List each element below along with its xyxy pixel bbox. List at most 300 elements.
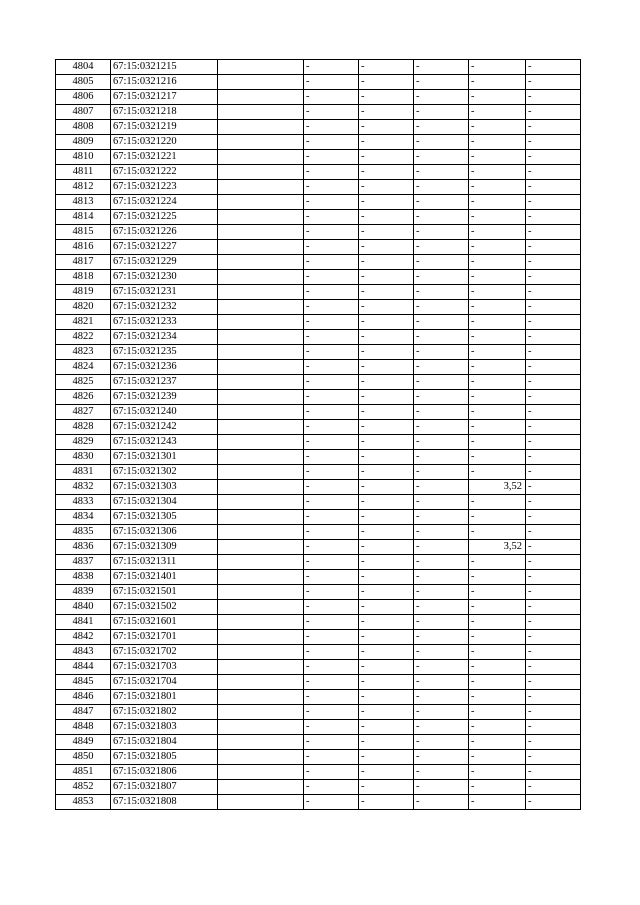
table-row (56, 510, 581, 525)
value-cell: - (304, 360, 359, 375)
table-row (56, 390, 581, 405)
cadastral-number: 67:15:0321701 (111, 630, 218, 645)
value-cell: - (526, 120, 581, 135)
value-cell: - (359, 285, 414, 300)
empty-cell (218, 375, 304, 390)
value-cell: - (359, 420, 414, 435)
row-number: 4850 (56, 750, 111, 765)
value-cell: - (526, 435, 581, 450)
cadastral-number: 67:15:0321218 (111, 105, 218, 120)
table-row (56, 90, 581, 105)
cadastral-number: 67:15:0321302 (111, 465, 218, 480)
value-cell: - (414, 375, 469, 390)
value-cell: - (414, 90, 469, 105)
value-cell: - (304, 105, 359, 120)
value-cell: - (304, 645, 359, 660)
value-cell: - (304, 660, 359, 675)
value-cell: - (469, 435, 526, 450)
empty-cell (218, 660, 304, 675)
cadastral-number: 67:15:0321233 (111, 315, 218, 330)
value-cell: - (469, 405, 526, 420)
value-cell: - (469, 150, 526, 165)
value-cell: - (304, 570, 359, 585)
value-cell: - (304, 480, 359, 495)
value-cell: - (414, 555, 469, 570)
cadastral-number: 67:15:0321237 (111, 375, 218, 390)
value-cell: - (469, 630, 526, 645)
row-number: 4822 (56, 330, 111, 345)
value-cell: - (359, 165, 414, 180)
cadastral-number: 67:15:0321704 (111, 675, 218, 690)
table-body (56, 60, 581, 810)
value-cell: - (359, 345, 414, 360)
table-row (56, 375, 581, 390)
row-number: 4825 (56, 375, 111, 390)
value-cell: - (304, 180, 359, 195)
value-cell: - (359, 465, 414, 480)
value-cell: - (469, 765, 526, 780)
value-cell: - (469, 705, 526, 720)
value-cell: - (414, 390, 469, 405)
empty-cell (218, 180, 304, 195)
row-number: 4846 (56, 690, 111, 705)
value-cell: - (469, 555, 526, 570)
cadastral-number: 67:15:0321215 (111, 60, 218, 75)
cadastral-number: 67:15:0321225 (111, 210, 218, 225)
value-cell: - (359, 765, 414, 780)
cadastral-number: 67:15:0321242 (111, 420, 218, 435)
cadastral-number: 67:15:0321303 (111, 480, 218, 495)
empty-cell (218, 300, 304, 315)
table-row (56, 420, 581, 435)
row-number: 4853 (56, 795, 111, 810)
empty-cell (218, 405, 304, 420)
cadastral-number: 67:15:0321806 (111, 765, 218, 780)
value-cell: - (469, 375, 526, 390)
value-cell: - (304, 600, 359, 615)
value-cell: - (469, 330, 526, 345)
table-row (56, 255, 581, 270)
empty-cell (218, 195, 304, 210)
value-cell: - (414, 315, 469, 330)
row-number: 4811 (56, 165, 111, 180)
empty-cell (218, 525, 304, 540)
value-cell: - (359, 540, 414, 555)
table-row (56, 615, 581, 630)
row-number: 4826 (56, 390, 111, 405)
value-cell: - (469, 570, 526, 585)
empty-cell (218, 765, 304, 780)
value-cell: - (359, 270, 414, 285)
value-cell: - (526, 315, 581, 330)
value-cell: - (359, 750, 414, 765)
table-row (56, 675, 581, 690)
table-row (56, 315, 581, 330)
value-cell: - (469, 60, 526, 75)
value-cell: - (526, 795, 581, 810)
value-cell: - (304, 780, 359, 795)
table-row (56, 750, 581, 765)
cadastral-number: 67:15:0321243 (111, 435, 218, 450)
value-cell: - (469, 195, 526, 210)
value-cell: - (304, 705, 359, 720)
value-cell: - (359, 225, 414, 240)
value-cell: - (469, 75, 526, 90)
empty-cell (218, 435, 304, 450)
value-cell: - (359, 630, 414, 645)
cadastral-number: 67:15:0321304 (111, 495, 218, 510)
cadastral-number: 67:15:0321305 (111, 510, 218, 525)
table-row (56, 240, 581, 255)
empty-cell (218, 150, 304, 165)
value-cell: - (526, 150, 581, 165)
value-cell: - (526, 600, 581, 615)
value-cell: - (414, 285, 469, 300)
table-row (56, 180, 581, 195)
table-row (56, 525, 581, 540)
empty-cell (218, 60, 304, 75)
value-cell: - (414, 165, 469, 180)
value-cell: - (414, 495, 469, 510)
row-number: 4820 (56, 300, 111, 315)
value-cell: - (526, 390, 581, 405)
value-cell: - (359, 720, 414, 735)
table-row (56, 120, 581, 135)
value-cell: - (414, 570, 469, 585)
value-cell: - (359, 330, 414, 345)
value-cell: - (526, 675, 581, 690)
row-number: 4832 (56, 480, 111, 495)
value-cell: - (359, 735, 414, 750)
table-row (56, 555, 581, 570)
value-cell: - (469, 585, 526, 600)
table-row (56, 195, 581, 210)
value-cell: - (414, 105, 469, 120)
value-cell: - (526, 255, 581, 270)
value-cell: - (304, 450, 359, 465)
value-cell: - (359, 90, 414, 105)
cadastral-number: 67:15:0321805 (111, 750, 218, 765)
empty-cell (218, 165, 304, 180)
value-cell: - (359, 210, 414, 225)
cadastral-number: 67:15:0321240 (111, 405, 218, 420)
value-cell: - (526, 720, 581, 735)
value-cell: - (469, 135, 526, 150)
value-cell: - (414, 345, 469, 360)
table-row (56, 540, 581, 555)
register-table (55, 59, 581, 810)
value-cell: - (414, 705, 469, 720)
value-cell: - (469, 210, 526, 225)
value-cell: - (359, 240, 414, 255)
table-row (56, 210, 581, 225)
empty-cell (218, 360, 304, 375)
value-cell: - (359, 795, 414, 810)
value-cell: - (469, 120, 526, 135)
row-number: 4813 (56, 195, 111, 210)
value-cell: - (414, 270, 469, 285)
value-cell: - (304, 765, 359, 780)
value-cell: - (414, 120, 469, 135)
cadastral-number: 67:15:0321501 (111, 585, 218, 600)
row-number: 4840 (56, 600, 111, 615)
value-cell: - (526, 525, 581, 540)
empty-cell (218, 540, 304, 555)
table-row (56, 570, 581, 585)
value-cell: - (469, 510, 526, 525)
empty-cell (218, 120, 304, 135)
value-cell: - (304, 720, 359, 735)
empty-cell (218, 570, 304, 585)
value-cell: - (304, 495, 359, 510)
value-cell: - (304, 270, 359, 285)
value-cell: - (304, 60, 359, 75)
table-row (56, 165, 581, 180)
row-number: 4837 (56, 555, 111, 570)
value-cell: - (414, 690, 469, 705)
value-cell: - (304, 510, 359, 525)
empty-cell (218, 225, 304, 240)
table-row (56, 630, 581, 645)
value-cell: - (414, 675, 469, 690)
row-number: 4823 (56, 345, 111, 360)
value-cell: - (414, 735, 469, 750)
value-cell: - (304, 90, 359, 105)
value-cell: - (414, 225, 469, 240)
value-cell: - (469, 645, 526, 660)
value-cell: - (526, 780, 581, 795)
table-row (56, 735, 581, 750)
row-number: 4845 (56, 675, 111, 690)
value-cell: - (359, 60, 414, 75)
value-cell: - (414, 480, 469, 495)
cadastral-number: 67:15:0321306 (111, 525, 218, 540)
row-number: 4818 (56, 270, 111, 285)
empty-cell (218, 450, 304, 465)
table-row (56, 60, 581, 75)
value-cell: - (414, 750, 469, 765)
cadastral-number: 67:15:0321223 (111, 180, 218, 195)
empty-cell (218, 75, 304, 90)
table-row (56, 285, 581, 300)
value-cell: - (469, 285, 526, 300)
value-cell: - (469, 750, 526, 765)
value-cell: - (414, 405, 469, 420)
value-cell: - (414, 210, 469, 225)
empty-cell (218, 345, 304, 360)
value-cell: - (359, 255, 414, 270)
value-cell: - (359, 375, 414, 390)
cadastral-number: 67:15:0321236 (111, 360, 218, 375)
value-cell: - (414, 600, 469, 615)
value-cell: - (469, 465, 526, 480)
value-cell: - (526, 300, 581, 315)
value-cell: - (469, 255, 526, 270)
cadastral-number: 67:15:0321234 (111, 330, 218, 345)
value-cell: - (469, 270, 526, 285)
value-cell: - (304, 345, 359, 360)
value-cell: - (359, 195, 414, 210)
cadastral-number: 67:15:0321301 (111, 450, 218, 465)
value-cell: - (304, 315, 359, 330)
value-cell: - (469, 240, 526, 255)
empty-cell (218, 630, 304, 645)
table-row (56, 135, 581, 150)
value-cell: - (304, 750, 359, 765)
empty-cell (218, 645, 304, 660)
value-cell: - (359, 435, 414, 450)
value-cell: - (414, 465, 469, 480)
empty-cell (218, 495, 304, 510)
value-cell: - (526, 105, 581, 120)
cadastral-number: 67:15:0321502 (111, 600, 218, 615)
row-number: 4833 (56, 495, 111, 510)
cadastral-number: 67:15:0321808 (111, 795, 218, 810)
cadastral-number: 67:15:0321230 (111, 270, 218, 285)
cadastral-number: 67:15:0321232 (111, 300, 218, 315)
empty-cell (218, 330, 304, 345)
table-row (56, 795, 581, 810)
cadastral-number: 67:15:0321224 (111, 195, 218, 210)
value-cell: - (469, 420, 526, 435)
row-number: 4809 (56, 135, 111, 150)
row-number: 4808 (56, 120, 111, 135)
value-cell: - (304, 225, 359, 240)
value-cell: - (526, 480, 581, 495)
value-cell: - (304, 135, 359, 150)
value-cell: - (359, 480, 414, 495)
value-cell: - (526, 165, 581, 180)
table-row (56, 600, 581, 615)
value-cell: - (526, 450, 581, 465)
value-cell: - (469, 600, 526, 615)
value-cell: - (469, 720, 526, 735)
cadastral-number: 67:15:0321703 (111, 660, 218, 675)
value-cell: - (359, 690, 414, 705)
value-cell: - (469, 675, 526, 690)
value-cell: - (304, 630, 359, 645)
cadastral-number: 67:15:0321229 (111, 255, 218, 270)
value-cell: - (526, 585, 581, 600)
value-cell: - (469, 795, 526, 810)
value-cell: - (304, 420, 359, 435)
value-cell: - (359, 390, 414, 405)
value-cell: - (304, 75, 359, 90)
row-number: 4806 (56, 90, 111, 105)
value-cell: - (359, 135, 414, 150)
cadastral-number: 67:15:0321217 (111, 90, 218, 105)
empty-cell (218, 690, 304, 705)
value-cell: 3,52 (469, 540, 526, 555)
value-cell: - (304, 795, 359, 810)
cadastral-number: 67:15:0321235 (111, 345, 218, 360)
value-cell: - (304, 375, 359, 390)
row-number: 4829 (56, 435, 111, 450)
value-cell: - (469, 105, 526, 120)
empty-cell (218, 255, 304, 270)
value-cell: 3,52 (469, 480, 526, 495)
value-cell: - (526, 180, 581, 195)
value-cell: - (359, 660, 414, 675)
empty-cell (218, 90, 304, 105)
table-row (56, 450, 581, 465)
empty-cell (218, 390, 304, 405)
cadastral-number: 67:15:0321239 (111, 390, 218, 405)
row-number: 4812 (56, 180, 111, 195)
value-cell: - (414, 720, 469, 735)
row-number: 4841 (56, 615, 111, 630)
value-cell: - (359, 705, 414, 720)
value-cell: - (469, 660, 526, 675)
row-number: 4804 (56, 60, 111, 75)
row-number: 4849 (56, 735, 111, 750)
value-cell: - (526, 495, 581, 510)
value-cell: - (304, 555, 359, 570)
row-number: 4848 (56, 720, 111, 735)
value-cell: - (526, 615, 581, 630)
row-number: 4816 (56, 240, 111, 255)
value-cell: - (526, 645, 581, 660)
value-cell: - (304, 255, 359, 270)
value-cell: - (414, 795, 469, 810)
value-cell: - (526, 555, 581, 570)
row-number: 4844 (56, 660, 111, 675)
value-cell: - (359, 675, 414, 690)
row-number: 4815 (56, 225, 111, 240)
empty-cell (218, 615, 304, 630)
value-cell: - (526, 330, 581, 345)
cadastral-number: 67:15:0321401 (111, 570, 218, 585)
table-row (56, 360, 581, 375)
value-cell: - (359, 585, 414, 600)
cadastral-number: 67:15:0321807 (111, 780, 218, 795)
value-cell: - (414, 180, 469, 195)
row-number: 4842 (56, 630, 111, 645)
table-row (56, 330, 581, 345)
empty-cell (218, 135, 304, 150)
value-cell: - (526, 285, 581, 300)
value-cell: - (526, 270, 581, 285)
value-cell: - (304, 330, 359, 345)
value-cell: - (526, 570, 581, 585)
value-cell: - (469, 345, 526, 360)
table-row (56, 345, 581, 360)
cadastral-number: 67:15:0321222 (111, 165, 218, 180)
row-number: 4807 (56, 105, 111, 120)
cadastral-number: 67:15:0321804 (111, 735, 218, 750)
empty-cell (218, 780, 304, 795)
value-cell: - (414, 300, 469, 315)
empty-cell (218, 585, 304, 600)
value-cell: - (359, 645, 414, 660)
table-row (56, 435, 581, 450)
value-cell: - (304, 285, 359, 300)
cadastral-number: 67:15:0321216 (111, 75, 218, 90)
value-cell: - (304, 540, 359, 555)
value-cell: - (359, 570, 414, 585)
empty-cell (218, 270, 304, 285)
value-cell: - (304, 615, 359, 630)
value-cell: - (526, 60, 581, 75)
value-cell: - (359, 150, 414, 165)
value-cell: - (414, 420, 469, 435)
value-cell: - (304, 120, 359, 135)
value-cell: - (526, 420, 581, 435)
table-row (56, 480, 581, 495)
value-cell: - (469, 495, 526, 510)
value-cell: - (526, 765, 581, 780)
value-cell: - (359, 615, 414, 630)
